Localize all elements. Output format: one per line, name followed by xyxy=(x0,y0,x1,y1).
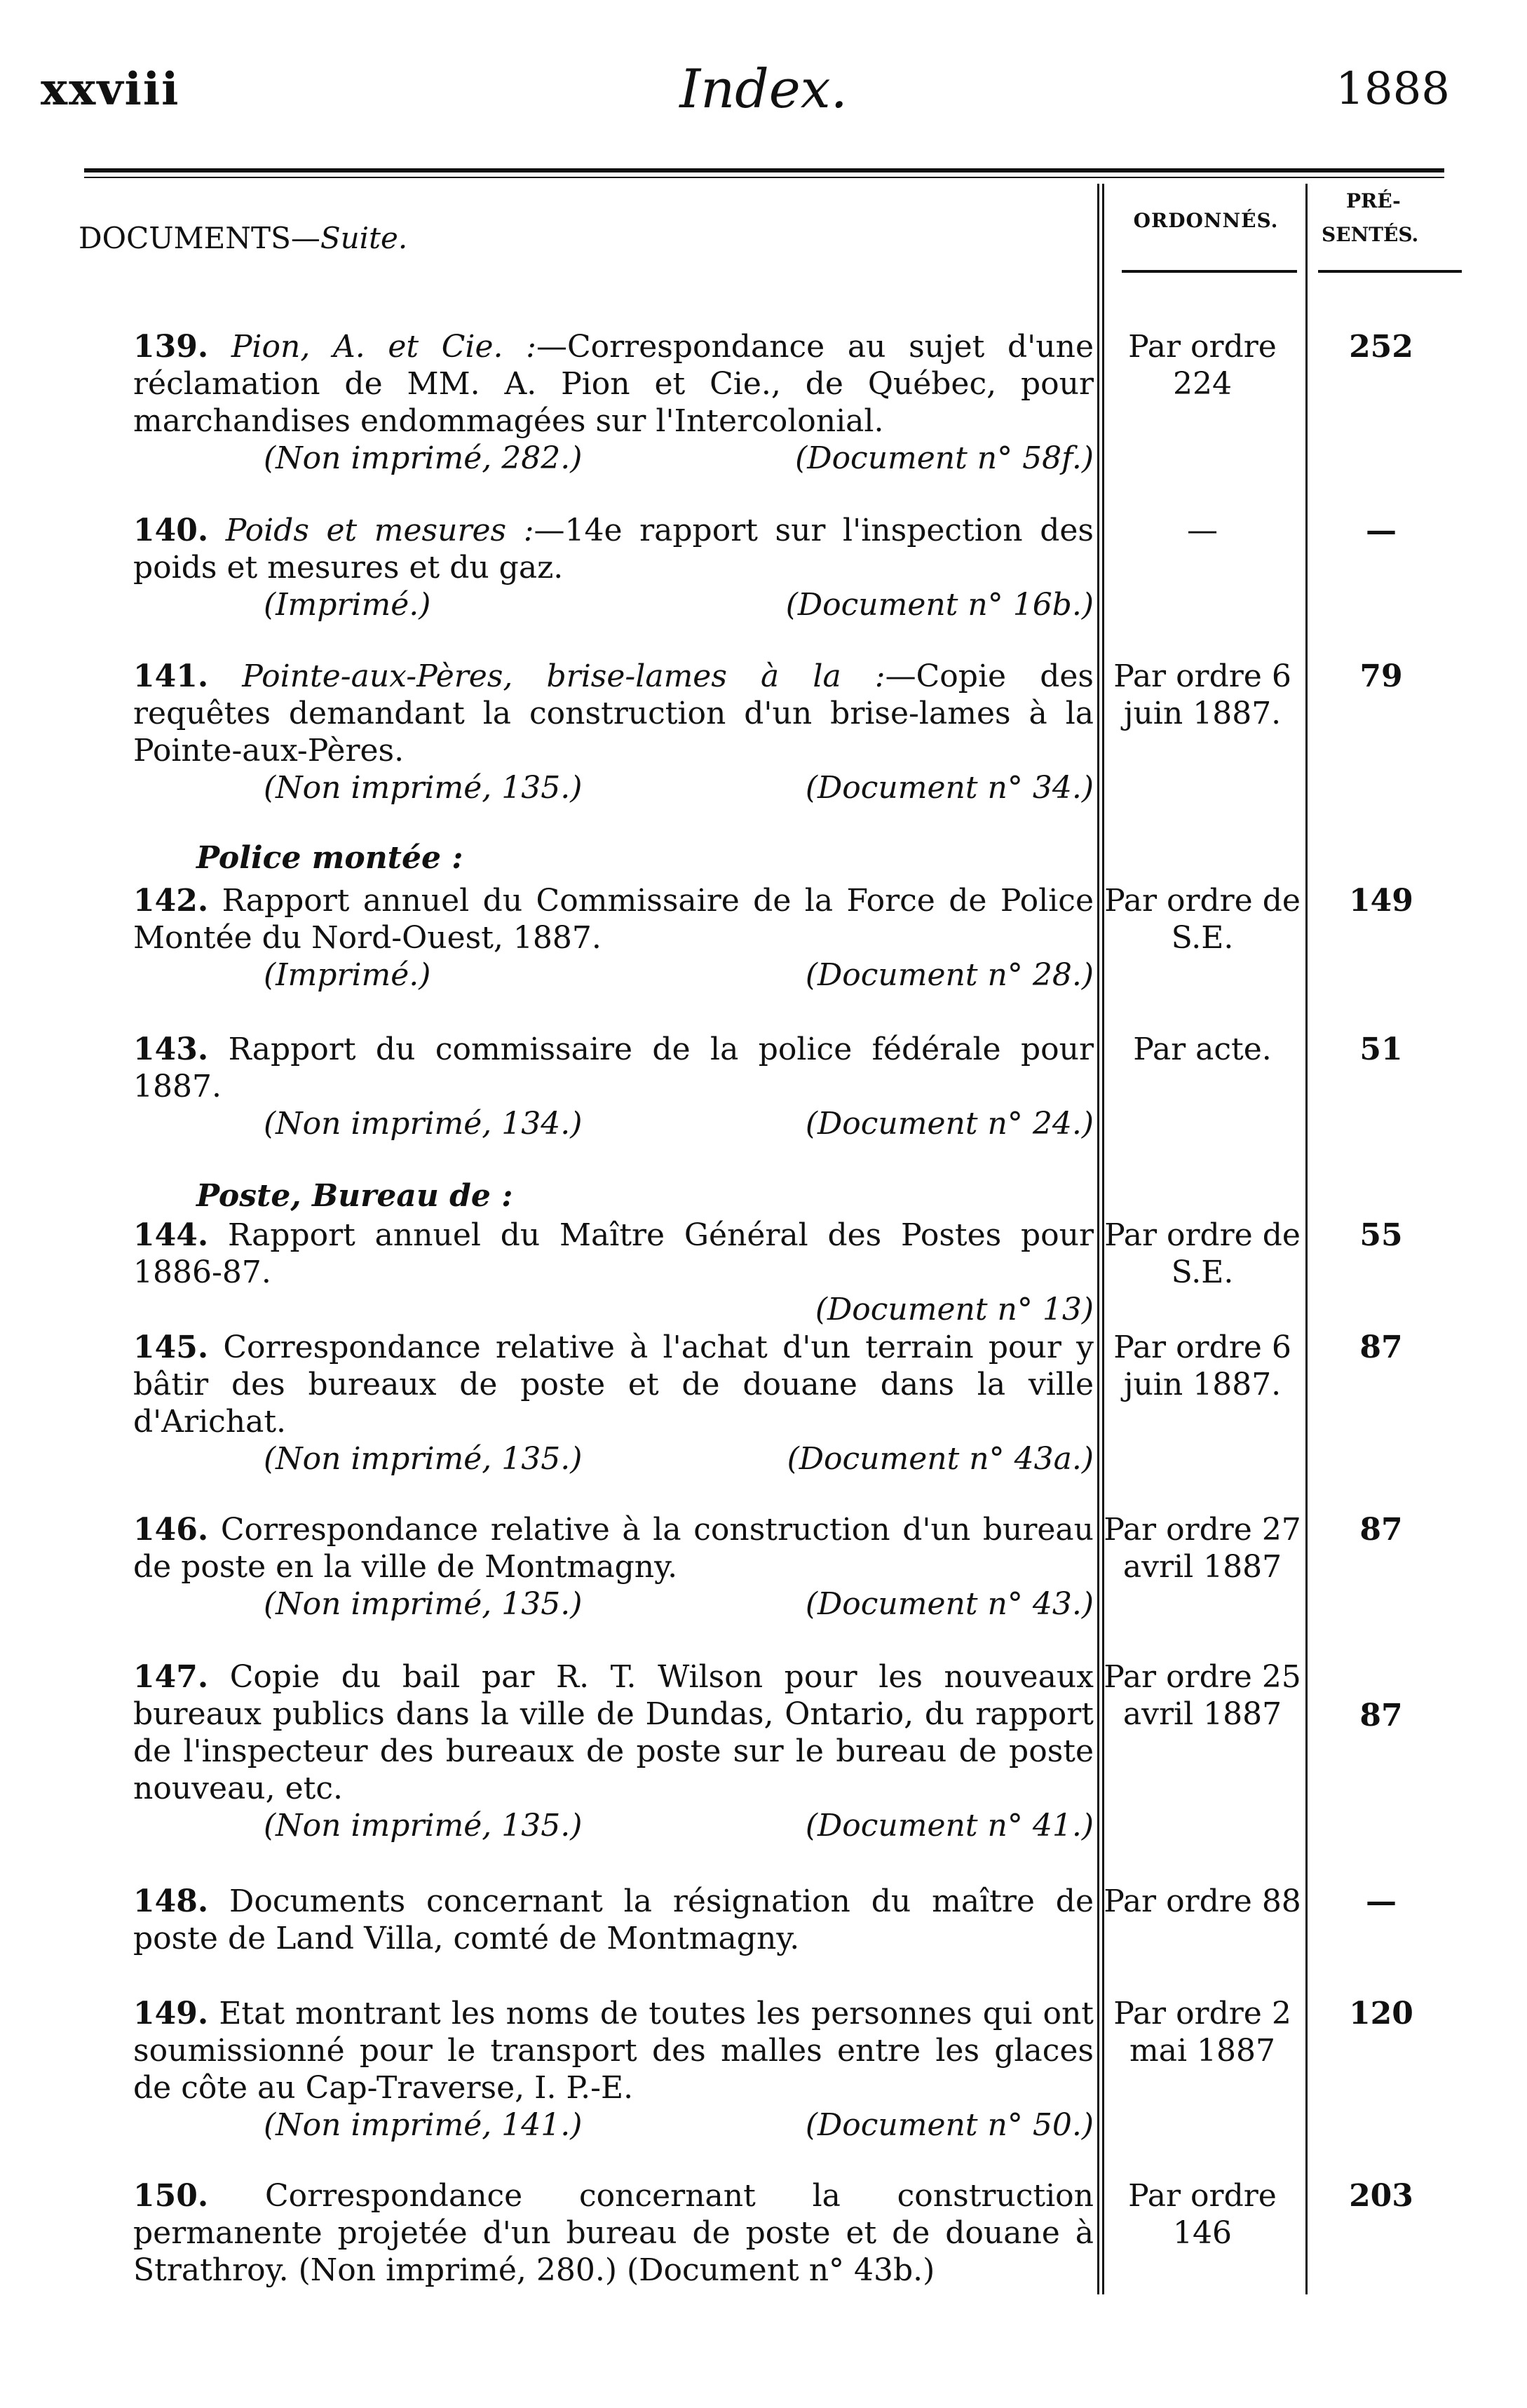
list-item xyxy=(133,1217,1094,1328)
entry-ordonnes: Par ordre 2 mai 1887 xyxy=(1113,1996,1291,2069)
entry-note-right: (Document n° 34.) xyxy=(805,770,1094,806)
entry-text: Etat montrant les noms de toutes les personnes qui ont soumissionné pour le transport des malles entre les glaces de côte au Cap-Traverse, I. P.-E. xyxy=(133,1996,1094,2106)
list-item xyxy=(133,1995,1094,2144)
page-title: Index. xyxy=(679,58,848,120)
list-item xyxy=(133,512,1094,623)
column-header-presentes-2: SENTÉS. xyxy=(1322,223,1419,246)
entry-ordonnes: Par acte. xyxy=(1133,1031,1272,1067)
column-divider xyxy=(1305,184,1308,2294)
entry-text: —14e rapport sur l'inspection des poids et mesures et du gaz. xyxy=(133,513,1094,586)
entry-note-right: (Document n° 16b.) xyxy=(785,587,1094,623)
entry-presentes: 87 xyxy=(1359,1512,1403,1548)
entry-presentes: 87 xyxy=(1359,1330,1403,1365)
entry-presentes: 252 xyxy=(1349,329,1413,365)
page-number: xxviii xyxy=(41,63,180,116)
header-rule-thin xyxy=(84,177,1444,178)
entry-note-right: (Document n° 41.) xyxy=(805,1808,1094,1844)
entry-number: 148. xyxy=(133,1883,209,1919)
header-rule xyxy=(84,168,1444,173)
entry-note-right: (Document n° 50.) xyxy=(805,2107,1094,2143)
section-title: DOCUMENTS—Suite. xyxy=(79,221,408,255)
entry-text: —Copie des requêtes demandant la construction d'un brise-lames à la Pointe-aux-Pères. xyxy=(133,658,1094,769)
entry-number: 143. xyxy=(133,1031,209,1067)
entry-note-right: (Document n° 58f.) xyxy=(795,440,1094,476)
column-header-rule xyxy=(1318,270,1462,273)
list-item xyxy=(133,1511,1094,1623)
entry-note-right: (Document n° 28.) xyxy=(805,957,1094,993)
entry-presentes: 87 xyxy=(1359,1698,1403,1733)
entry-note-right: (Document n° 43a.) xyxy=(787,1441,1094,1477)
entry-note-right: (Document n° 43.) xyxy=(805,1586,1094,1622)
page-year: 1888 xyxy=(1336,63,1450,115)
entry-presentes: 55 xyxy=(1359,1217,1403,1253)
entry-ordonnes: Par ordre 224 xyxy=(1128,329,1277,402)
entry-text: Correspondance relative à la construction d'un bureau de poste en la ville de Montmagny. xyxy=(133,1512,1094,1585)
entry-number: 145. xyxy=(133,1330,209,1365)
list-item xyxy=(133,328,1094,477)
entry-number: 141. xyxy=(133,658,209,694)
entry-text: Rapport annuel du Commissaire de la Force de Police Montée du Nord-Ouest, 1887. xyxy=(133,883,1094,956)
entry-note-right: (Document n° 24.) xyxy=(805,1106,1094,1142)
entry-note-left: (Non imprimé, 135.) xyxy=(264,1441,583,1477)
column-divider xyxy=(1097,184,1099,2294)
entry-note-left: (Non imprimé, 135.) xyxy=(264,1808,583,1844)
entry-number: 146. xyxy=(133,1512,209,1548)
list-item xyxy=(133,1658,1094,1844)
entry-presentes: 120 xyxy=(1349,1996,1413,2031)
entry-lead: Poids et mesures : xyxy=(225,513,534,548)
entry-number: 139. xyxy=(133,329,209,365)
entry-text: Correspondance relative à l'achat d'un terrain pour y bâtir des bureaux de poste et de douane dans la ville d'Arichat. xyxy=(133,1330,1094,1440)
entry-presentes: 51 xyxy=(1359,1031,1403,1067)
column-header-ordonnes: ORDONNÉS. xyxy=(1133,209,1279,232)
entry-number: 144. xyxy=(133,1217,209,1253)
entry-text: —Correspondance au sujet d'une réclamation de MM. A. Pion et Cie., de Québec, pour marchandises endommagées sur l'Intercolonial. xyxy=(133,329,1094,439)
list-item xyxy=(133,882,1094,994)
entry-presentes: 203 xyxy=(1349,2178,1413,2214)
entry-number: 140. xyxy=(133,513,209,548)
entry-ordonnes: Par ordre 27 avril 1887 xyxy=(1104,1512,1301,1585)
entry-note-left: (Non imprimé, 282.) xyxy=(264,440,583,476)
entry-number: 150. xyxy=(133,2178,209,2214)
list-item xyxy=(133,2177,1094,2289)
entry-ordonnes: Par ordre 6 juin 1887. xyxy=(1113,1330,1291,1402)
entry-number: 142. xyxy=(133,883,209,919)
entry-text: Copie du bail par R. T. Wilson pour les nouveaux bureaux publics dans la ville de Dundas, Ontario, du rapport de l'inspecteur des bureaux de poste sur le bureau de poste nouveau, etc. xyxy=(133,1659,1094,1806)
list-item xyxy=(133,1031,1094,1142)
entry-note-left: (Non imprimé, 141.) xyxy=(264,2107,583,2143)
entry-ordonnes: — xyxy=(1187,513,1218,548)
entry-presentes: — xyxy=(1366,1883,1397,1919)
section-title-suffix: Suite. xyxy=(320,221,408,255)
section-title-text: DOCUMENTS xyxy=(79,221,291,255)
subheading: Police montée : xyxy=(196,840,463,876)
entry-lead: Pointe-aux-Pères, brise-lames à la : xyxy=(242,658,885,694)
list-item xyxy=(133,1883,1094,1957)
entry-ordonnes: Par ordre 25 avril 1887 xyxy=(1104,1659,1301,1732)
entry-ordonnes: Par ordre de S.E. xyxy=(1104,1217,1301,1290)
entry-presentes: 149 xyxy=(1349,883,1413,919)
entry-text: Correspondance concernant la construction permanente projetée d'un bureau de poste et de douane à Strathroy. (Non imprimé, 280.) (Document n° 43b.) xyxy=(133,2178,1094,2288)
entry-ordonnes: Par ordre 146 xyxy=(1128,2178,1277,2251)
entry-number: 147. xyxy=(133,1659,209,1695)
entry-presentes: 79 xyxy=(1359,658,1403,694)
entry-text: Documents concernant la résignation du maître de poste de Land Villa, comté de Montmagny. xyxy=(133,1883,1094,1956)
subheading: Poste, Bureau de : xyxy=(196,1178,513,1214)
list-item xyxy=(133,1329,1094,1477)
entry-number: 149. xyxy=(133,1996,209,2031)
entry-presentes: — xyxy=(1366,513,1397,548)
column-header-presentes-1: PRÉ- xyxy=(1346,189,1401,212)
entry-note-left: (Imprimé.) xyxy=(264,957,431,993)
entry-note-left: (Non imprimé, 135.) xyxy=(264,770,583,806)
list-item xyxy=(133,658,1094,806)
entry-ordonnes: Par ordre 6 juin 1887. xyxy=(1113,658,1291,731)
entry-lead: Pion, A. et Cie. : xyxy=(231,329,536,365)
entry-note-left: (Non imprimé, 135.) xyxy=(264,1586,583,1622)
entry-note-right: (Document n° 13) xyxy=(815,1292,1094,1327)
entry-ordonnes: Par ordre de S.E. xyxy=(1104,883,1301,956)
entry-text: Rapport du commissaire de la police fédérale pour 1887. xyxy=(133,1031,1094,1104)
entry-note-left: (Imprimé.) xyxy=(264,587,431,623)
entry-note-left: (Non imprimé, 134.) xyxy=(264,1106,583,1142)
entry-ordonnes: Par ordre 88 xyxy=(1104,1883,1301,1919)
entry-text: Rapport annuel du Maître Général des Postes pour 1886-87. xyxy=(133,1217,1094,1290)
column-header-rule xyxy=(1122,270,1297,273)
